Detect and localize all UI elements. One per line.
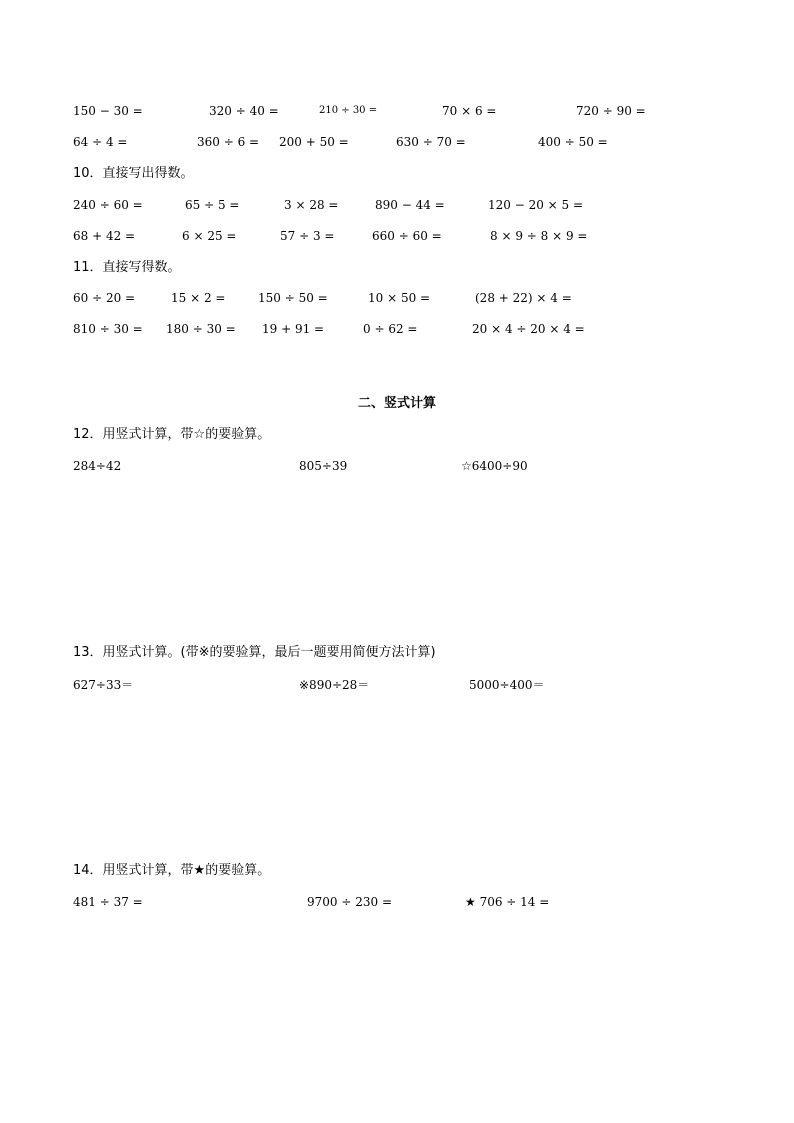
problem: 660 ÷ 60 = <box>372 229 442 243</box>
vertical-problem: ☆6400÷90 <box>461 459 528 473</box>
problem: 210 ÷ 30 = <box>319 105 378 116</box>
vertical-problem: 627÷33＝ <box>73 678 134 692</box>
problem: 180 ÷ 30 = <box>166 322 236 336</box>
problem: 0 ÷ 62 = <box>363 322 418 336</box>
problem: 20 × 4 ÷ 20 × 4 = <box>472 322 585 336</box>
problem: 720 ÷ 90 = <box>576 104 646 118</box>
vertical-problem: 9700 ÷ 230 = <box>307 895 392 909</box>
problem: 15 × 2 = <box>171 291 226 305</box>
problem: 200 + 50 = <box>279 135 349 149</box>
problem: 630 ÷ 70 = <box>396 135 466 149</box>
section-title: 二、竖式计算 <box>357 396 436 411</box>
problem: 120 − 20 × 5 = <box>488 198 584 212</box>
problem: 70 × 6 = <box>442 104 497 118</box>
problem: 64 ÷ 4 = <box>73 135 128 149</box>
problem: 65 ÷ 5 = <box>185 198 240 212</box>
vertical-problem: 805÷39 <box>299 459 348 473</box>
question-10-row-1 <box>0 195 794 215</box>
problem: 3 × 28 = <box>284 198 339 212</box>
vertical-problem: 5000÷400＝ <box>469 678 545 692</box>
question-11-row-1 <box>0 288 794 308</box>
problem: 240 ÷ 60 = <box>73 198 143 212</box>
question-13-heading: 13．用竖式计算。(带※的要验算，最后一题要用简便方法计算) <box>73 645 436 660</box>
problem: 360 ÷ 6 = <box>197 135 260 149</box>
problem: 10 × 50 = <box>368 291 431 305</box>
question-11-heading: 11．直接写得数。 <box>73 260 181 275</box>
problem: 320 ÷ 40 = <box>209 104 279 118</box>
problem: 8 × 9 ÷ 8 × 9 = <box>490 229 588 243</box>
problem: 400 ÷ 50 = <box>538 135 608 149</box>
problem: 68 + 42 = <box>73 229 136 243</box>
question-10-row-2 <box>0 226 794 246</box>
problem: 60 ÷ 20 = <box>73 291 136 305</box>
problem: 57 ÷ 3 = <box>280 229 335 243</box>
question-14-heading: 14．用竖式计算，带★的要验算。 <box>73 863 271 878</box>
problem: 810 ÷ 30 = <box>73 322 143 336</box>
problem: 890 − 44 = <box>375 198 445 212</box>
question-12-heading: 12．用竖式计算，带☆的要验算。 <box>73 427 271 442</box>
vertical-problem: 481 ÷ 37 = <box>73 895 143 909</box>
vertical-problem: ※890÷28＝ <box>299 678 370 692</box>
problem: 19 + 91 = <box>262 322 325 336</box>
oral-calc-row-2 <box>0 132 794 152</box>
question-10-heading: 10．直接写出得数。 <box>73 166 194 181</box>
oral-calc-row-1 <box>0 101 794 121</box>
problem: (28 + 22) × 4 = <box>475 291 572 305</box>
vertical-problem: 284÷42 <box>73 459 122 473</box>
question-11-row-2 <box>0 319 794 339</box>
problem: 150 − 30 = <box>73 104 143 118</box>
problem: 150 ÷ 50 = <box>258 291 328 305</box>
problem: 6 × 25 = <box>182 229 237 243</box>
vertical-problem: ★ 706 ÷ 14 = <box>465 895 550 909</box>
